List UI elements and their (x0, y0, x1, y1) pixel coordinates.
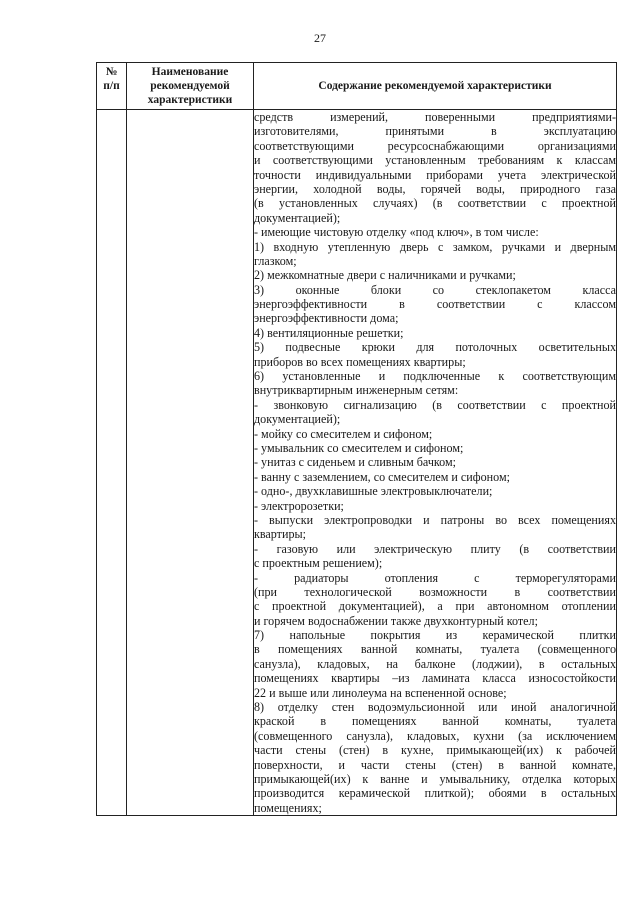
content-line: документацией); (254, 210, 341, 225)
content-line: энергоэффективности дома; (254, 311, 399, 326)
header-name-line: Наименование (151, 66, 229, 78)
characteristics-table (96, 62, 617, 816)
content-line: помещениях квартиры –из ламината класса износостойкости (254, 671, 616, 686)
header-number-line: № (105, 66, 118, 78)
header-name-line: характеристики (147, 94, 233, 106)
content-line: примыкающей(их) к ванне и умывальнику, отделка которых (254, 771, 616, 786)
content-line: 3) оконные блоки со стеклопакетом класса (254, 282, 616, 297)
content-line: поверхности, и части стены (стен) в ванной комнате, (254, 757, 616, 772)
content-line: - одно-, двухклавишные электровыключатели; (254, 484, 493, 499)
content-line: приборов во всех помещениях квартиры; (254, 354, 466, 369)
header-name-line: рекомендуемой (150, 80, 230, 92)
content-line: документацией); (254, 412, 341, 427)
page-number: 27 (314, 31, 326, 45)
content-line: производится керамической плиткой); обоями в остальных (254, 786, 616, 801)
content-line: в помещениях ванной комнаты, туалета (совмещенного (254, 642, 616, 657)
content-line: 6) установленные и подключенные к соответствующим (254, 369, 616, 384)
cell-content (254, 110, 617, 816)
content-line: (при технологической возможности в соответствии (254, 584, 616, 599)
content-line: внутриквартирным инженерным сетям: (254, 383, 459, 398)
header-content (254, 63, 617, 110)
content-line: краской в помещениях ванной комнаты, туалета (254, 714, 616, 729)
content-line: - имеющие чистовую отделку «под ключ», в том числе: (254, 225, 539, 240)
header-number-line: п/п (103, 80, 120, 92)
content-line: 1) входную утепленную дверь с замком, ручками и дверным (254, 239, 616, 254)
content-line: 2) межкомнатные двери с наличниками и ручками; (254, 268, 516, 283)
content-line: - мойку со смесителем и сифоном; (254, 426, 433, 441)
content-line: с проектным решением); (254, 556, 383, 571)
content-line: с проектной документацией), а при автономном отоплении (254, 599, 616, 614)
content-line: санузла), кладовых, на балконе (лоджии), в остальных (254, 656, 616, 671)
table-header-row (97, 63, 617, 110)
content-line: 4) вентиляционные решетки; (254, 325, 404, 340)
cell-number (97, 110, 127, 816)
content-line: (совмещенного санузла), кладовых, кухни (за исключением (254, 728, 616, 743)
content-line: точности индивидуальными приборами учета электрической (254, 167, 616, 182)
content-line: - унитаз с сиденьем и сливным бачком; (254, 455, 456, 470)
content-line: - газовую или электрическую плиту (в соответствии (254, 541, 616, 556)
header-content-line: Содержание рекомендуемой характеристики (318, 80, 552, 92)
content-line: 5) подвесные крюки для потолочных осветительных (254, 340, 616, 355)
content-line: 8) отделку стен водоэмульсионной или иной аналогичной (254, 700, 616, 715)
content-line: 22 и выше или линолеума на вспененной основе; (254, 685, 507, 700)
content-line: изготовителями, принятыми в эксплуатацию (254, 124, 616, 139)
content-line: средств измерений, поверенными предприятиями- (254, 110, 616, 124)
header-name (127, 63, 254, 110)
content-line: - звонковую сигнализацию (в соответствии с проектной (254, 397, 616, 412)
content-line: 7) напольные покрытия из керамической плитки (254, 628, 616, 643)
content-line: - ванну с заземлением, со смесителем и сифоном; (254, 469, 510, 484)
table-row (97, 110, 617, 816)
content-line: части стены (стен) в кухне, примыкающей(их) к рабочей (254, 743, 616, 758)
content-line: энергоэффективности в соответствии с классом (254, 297, 616, 312)
content-line: - электророзетки; (254, 498, 344, 513)
content-line: и соответствующими установленным требованиям к классам (254, 153, 616, 168)
content-line: глазком; (254, 253, 297, 268)
content-line: помещениях; (254, 800, 322, 815)
content-line: энергии, холодной воды, горячей воды, природного газа (254, 181, 616, 196)
content-line: - умывальник со смесителем и сифоном; (254, 440, 464, 455)
content-line: - радиаторы отопления с терморегуляторами (254, 570, 616, 585)
cell-name (127, 110, 254, 816)
content-line: (в установленных случаях) (в соответствии с проектной (254, 196, 616, 211)
content-line: квартиры; (254, 527, 306, 542)
content-line: и горячем водоснабжении также двухконтурный котел; (254, 613, 538, 628)
content-line: - выпуски электропроводки и патроны во всех помещениях (254, 512, 616, 527)
content-line: соответствующими ресурсоснабжающими организациями (254, 138, 616, 153)
header-number (97, 63, 127, 110)
